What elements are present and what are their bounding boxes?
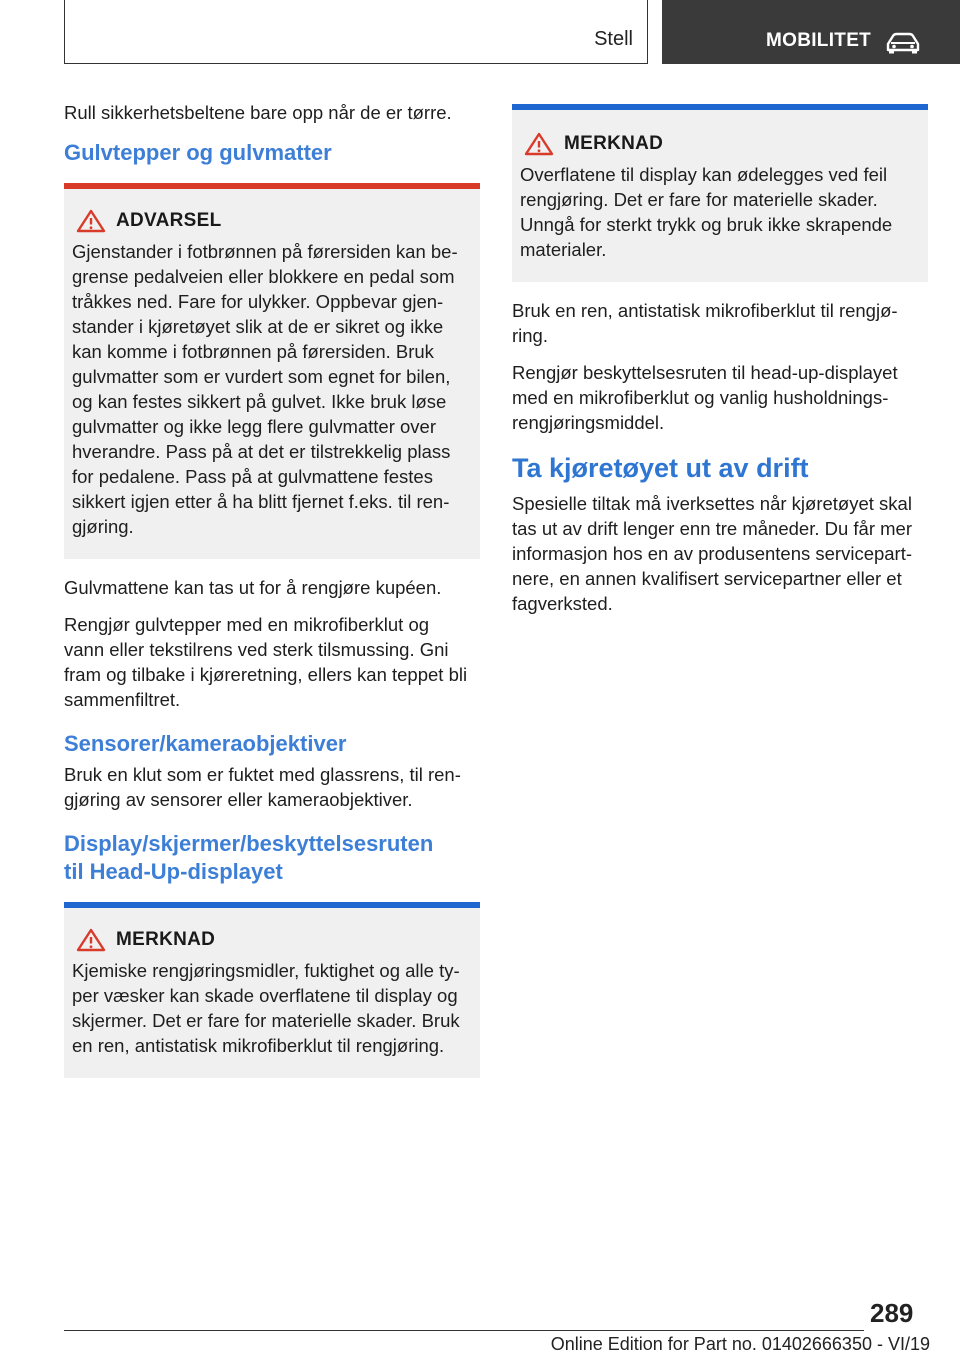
warning-triangle-icon [524, 132, 554, 156]
warning-triangle-icon [76, 209, 106, 233]
warning-box [64, 183, 480, 559]
warning-title: ADVARSEL [116, 210, 222, 231]
warning-text: Gjenstander i fotbrønnen på førersiden kan be- grense pedalveien eller blokkere en pedal som tråkkes ned. Fare for ulykker. Oppbevar gjen- stander i kjøretøyet slik at de er sikret og ikke kan komme i fotbrønnen på førersiden. Bruk gulvmatter som er vurdert som egnet for bilen, og kan festes sikkert på gulvet. Ikke bruk løse gulvmatter og ikke legg flere gulvmatter over hverandre. Pass på at det er tilstrekkelig plass for pedalene. Pass på at gulvmattene festes sikkert igjen etter å ha blitt fjernet f.eks. til ren- gjøring. [72, 241, 458, 537]
chapter-title: MOBILITET [766, 30, 872, 51]
paragraph-sensorer: Bruk en klut som er fuktet med glassrens, til ren- gjøring av sensorer eller kameraobjektiver. [64, 764, 461, 810]
footer-edition: Online Edition for Part no. 01402666350 - VI/19 [550, 1334, 930, 1354]
paragraph-gulvmatter: Gulvmattene kan tas ut for å rengjøre kupéen. [64, 577, 442, 598]
right-column [512, 104, 928, 628]
note-text: Overflatene til display kan ødelegges ved feil rengjøring. Det er fare for materielle skader. Unngå for sterkt trykk og bruk ikke skrapende materialer. [520, 164, 893, 260]
paragraph-mikrofiberklut: Bruk en ren, antistatisk mikrofiberklut til rengjø- ring. [512, 300, 898, 346]
left-column [64, 100, 480, 1094]
heading-display: Display/skjermer/beskyttelsesruten til Head-Up-displayet [64, 831, 434, 884]
note-text: Kjemiske rengjøringsmidler, fuktighet og alle ty- per væsker kan skade overflatene til display og skjermer. Det er fare for materielle skader. Bruk en ren, antistatisk mikrofiberklut til rengjøring. [72, 960, 460, 1056]
paragraph-ta-ut-av-drift: Spesielle tiltak må iverksettes når kjøretøyet skal tas ut av drift lenger enn tre måneder. Du får mer informasjon hos en av produsentens servicepart- nere, en annen kvalifisert servicepartner eller et fagverksted. [512, 493, 913, 614]
header-chapter-tab [662, 0, 960, 64]
note-title: MERKNAD [116, 929, 216, 950]
note-box-display [64, 902, 480, 1078]
paragraph-rengjor-gulvtepper: Rengjør gulvtepper med en mikrofiberklut og vann eller tekstilrens ved sterk tilsmussing. Gni fram og tilbake i kjøreretning, ellers kan teppet bli sammenfiltret. [64, 614, 468, 710]
note-box-surfaces [512, 104, 928, 282]
header-section-tab [64, 0, 648, 64]
intro-paragraph: Rull sikkerhetsbeltene bare opp når de er tørre. [64, 102, 452, 123]
warning-triangle-icon [76, 928, 106, 952]
page-number: 289 [870, 1298, 914, 1328]
heading-gulvtepper: Gulvtepper og gulvmatter [64, 140, 332, 165]
section-title: Stell [594, 28, 633, 50]
paragraph-head-up: Rengjør beskyttelsesruten til head-up-displayet med en mikrofiberklut og vanlig husholdnings- rengjøringsmiddel. [512, 362, 898, 433]
heading-sensorer: Sensorer/kameraobjektiver [64, 731, 347, 756]
footer-divider [64, 1330, 864, 1331]
heading-ta-ut-av-drift: Ta kjøretøyet ut av drift [512, 453, 809, 483]
note-title: MERKNAD [564, 133, 664, 154]
car-icon [885, 32, 921, 54]
